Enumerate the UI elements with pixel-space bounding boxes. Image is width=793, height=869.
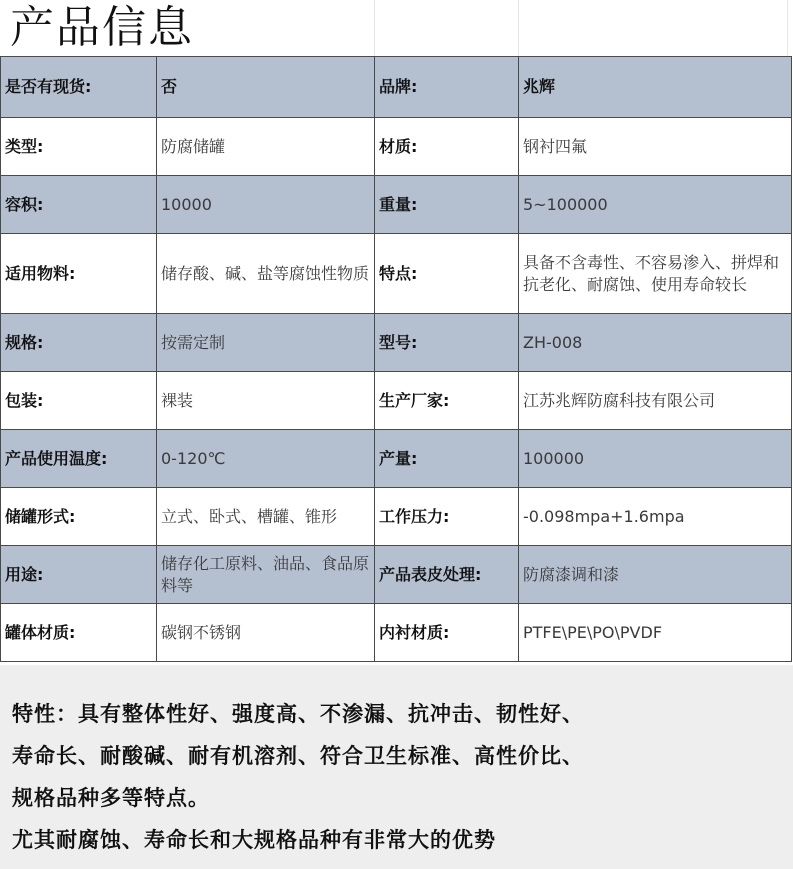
row-value: 5~100000	[519, 176, 792, 234]
row-value: 储存化工原料、油品、食品原料等	[157, 546, 375, 604]
row-value: PTFE\PE\PO\PVDF	[519, 604, 792, 662]
table-row	[1, 57, 792, 118]
row-label: 产量:	[375, 430, 519, 488]
table-row	[1, 546, 792, 604]
table-row	[1, 234, 792, 314]
row-label: 储罐形式:	[1, 488, 157, 546]
row-value: 100000	[519, 430, 792, 488]
features-line: 特性：具有整体性好、强度高、不渗漏、抗冲击、韧性好、	[12, 702, 584, 726]
row-value: 裸装	[157, 372, 375, 430]
table-row	[1, 430, 792, 488]
row-label: 重量:	[375, 176, 519, 234]
row-value: 碳钢不锈钢	[157, 604, 375, 662]
row-value: 防腐储罐	[157, 118, 375, 176]
row-label: 适用物料:	[1, 234, 157, 314]
grid-divider	[787, 0, 788, 56]
table-row	[1, 176, 792, 234]
row-label: 材质:	[375, 118, 519, 176]
grid-divider	[518, 0, 519, 56]
table-row	[1, 118, 792, 176]
table-row	[1, 604, 792, 662]
row-label: 是否有现货:	[1, 57, 157, 118]
row-label: 包装:	[1, 372, 157, 430]
row-value: ZH-008	[519, 314, 792, 372]
features-line: 规格品种多等特点。	[12, 786, 210, 810]
row-value: 立式、卧式、槽罐、锥形	[157, 488, 375, 546]
row-value: 10000	[157, 176, 375, 234]
row-value: 兆辉	[519, 57, 792, 118]
features-panel	[0, 665, 793, 869]
row-value: 0-120℃	[157, 430, 375, 488]
product-info-table	[0, 56, 792, 662]
row-label: 用途:	[1, 546, 157, 604]
table-row	[1, 372, 792, 430]
features-line: 尤其耐腐蚀、寿命长和大规格品种有非常大的优势	[12, 828, 496, 852]
row-label: 容积:	[1, 176, 157, 234]
table-row	[1, 488, 792, 546]
row-value: 防腐漆调和漆	[519, 546, 792, 604]
row-label: 型号:	[375, 314, 519, 372]
row-value: 钢衬四氟	[519, 118, 792, 176]
features-line: 寿命长、耐酸碱、耐有机溶剂、符合卫生标准、高性价比、	[12, 744, 584, 768]
table-row	[1, 314, 792, 372]
grid-divider	[374, 0, 375, 56]
row-label: 工作压力:	[375, 488, 519, 546]
row-label: 品牌:	[375, 57, 519, 118]
row-label: 罐体材质:	[1, 604, 157, 662]
row-value: 江苏兆辉防腐科技有限公司	[519, 372, 792, 430]
row-label: 生产厂家:	[375, 372, 519, 430]
title-bar	[0, 0, 793, 56]
row-value: 具备不含毒性、不容易渗入、拼焊和抗老化、耐腐蚀、使用寿命较长	[519, 234, 792, 314]
row-label: 规格:	[1, 314, 157, 372]
row-label: 内衬材质:	[375, 604, 519, 662]
row-value: -0.098mpa+1.6mpa	[519, 488, 792, 546]
row-label: 特点:	[375, 234, 519, 314]
row-label: 产品表皮处理:	[375, 546, 519, 604]
row-value: 否	[157, 57, 375, 118]
row-label: 类型:	[1, 118, 157, 176]
page-title: 产品信息	[10, 2, 194, 53]
row-value: 按需定制	[157, 314, 375, 372]
row-label: 产品使用温度:	[1, 430, 157, 488]
row-value: 储存酸、碱、盐等腐蚀性物质	[157, 234, 375, 314]
